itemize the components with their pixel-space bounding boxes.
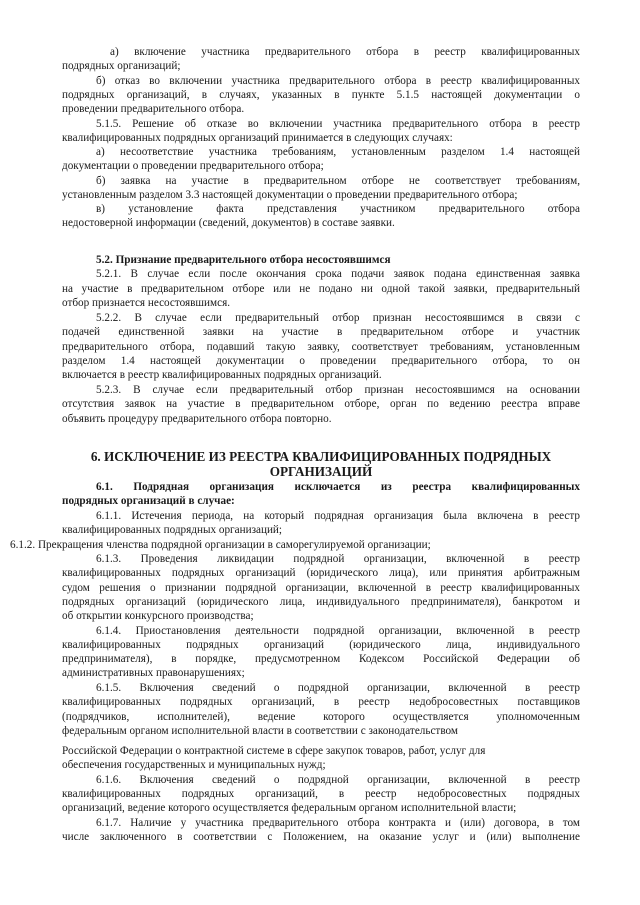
text-line: 6.1.4. Приостановления деятельности подрядной организации, включенной в реестр (96, 625, 580, 637)
text-line: федеральным органом исполнительной власти в соответствии с законодательством (62, 725, 458, 737)
text-line: 5.2.3. В случае если предварительный отбор признан несостоявшимся на основании (96, 384, 580, 396)
text-line: 6.1.5. Включения сведений о подрядной организации, включенной в реестр (96, 682, 580, 694)
text-line: проведении предварительного отбора. (62, 103, 245, 115)
text-line: предпринимателя), в порядке, предусмотренном Кодексом Российской Федерации об (62, 653, 580, 665)
text-line: отбор признается несостоявшимся. (62, 297, 231, 309)
text-line: разделом 1.4 настоящей документации о проведении предварительного отбора, то он (62, 355, 580, 367)
text-line: Российской Федерации о контрактной системе в сфере закупок товаров, работ, услуг для (62, 745, 486, 757)
text-line: подачей единственной заявки на участие в предварительном отборе и участник (62, 326, 580, 338)
section-heading-6: 6. ИСКЛЮЧЕНИЕ ИЗ РЕЕСТРА КВАЛИФИЦИРОВАННЫХ ПОДРЯДНЫХ (90, 449, 552, 464)
text-line: подрядных организаций; (62, 60, 181, 72)
text-line: установленным разделом 3.3 настоящей документации о проведении предварительного отбора; (62, 189, 518, 201)
text-line: числе заключенного в соответствии с Положением, на оказание услуг и (или) выполнение (62, 831, 580, 843)
text-line: административных правонарушениях; (62, 667, 245, 679)
section-intro: 6.1. Подрядная организация исключается из реестра квалифицированных (96, 481, 580, 493)
text-line: 6.1.7. Наличие у участника предварительного отбора контракта и (или) договора, в том (96, 817, 580, 829)
text-line: 6.1.3. Проведения ликвидации подрядной организации, включенной в реестр (96, 553, 580, 565)
text-line: недостоверной информации (сведений, документов) в составе заявки. (62, 217, 395, 229)
text-line: 6.1.2. Прекращения членства подрядной организации в саморегулируемой организации; (10, 539, 431, 551)
section-heading-6-line2: ОРГАНИЗАЦИЙ (269, 464, 373, 479)
text-line: б) заявка на участие в предварительном отборе не соответствует требованиям, (96, 175, 580, 187)
text-line: квалифицированных подрядных организаций, в реестр недобросовестных поставщиков (62, 696, 580, 708)
text-line: в) установление факта представления участником предварительного отбора (96, 203, 580, 215)
text-line: б) отказ во включении участника предварительного отбора в реестр квалифицированных (96, 75, 580, 87)
section-intro: подрядных организаций в случае: (62, 495, 235, 507)
text-line: объявить процедуру предварительного отбора повторно. (62, 413, 332, 425)
text-line: подрядных организаций (юридического лица, индивидуального предпринимателя), банкротом и (62, 596, 580, 608)
text-line: документации о проведении предварительного отбора; (62, 160, 324, 172)
text-line: квалифицированных подрядных организаций, в реестр недобросовестных подрядных (62, 788, 580, 800)
text-line: а) включение участника предварительного отбора в реестр квалифицированных (110, 46, 580, 58)
text-line: отсутствия заявок на участие в предварительном отборе, орган по ведению реестра вправе (62, 398, 580, 410)
text-line: на участие в предварительном отборе или не подано ни одной такой заявки, предварительный (62, 283, 580, 295)
text-line: включается в реестр квалифицированных подрядных организаций. (62, 369, 382, 381)
text-line: квалифицированных подрядных организаций (юридического лица), или принятия арбитражным (62, 567, 580, 579)
section-heading-5-2: 5.2. Признание предварительного отбора несостоявшимся (96, 254, 391, 266)
text-line: а) несоответствие участника требованиям, установленным разделом 1.4 настоящей (96, 146, 580, 158)
text-line: (подрядчиков, исполнителей), ведение которого осуществляется уполномоченным (62, 711, 580, 723)
text-line: судом решения о признании подрядной организации, включенной в реестр квалифицированных (62, 582, 580, 594)
text-line: организаций, ведение которого осуществляется федеральным органом исполнительной власти; (62, 802, 517, 814)
text-line: квалифицированных подрядных организаций; (62, 524, 283, 536)
text-line: 5.2.2. В случае если предварительный отбор признан несостоявшимся в связи с (96, 312, 580, 324)
text-line: подрядных организаций, в случаях, указанных в пункте 5.1.5 настоящей документации о (62, 89, 580, 101)
text-line: об открытии конкурсного производства; (62, 610, 254, 622)
text-line: 5.1.5. Решение об отказе во включении участника предварительного отбора в реестр (96, 118, 580, 130)
text-line: 6.1.1. Истечения периода, на который подрядная организация была включена в реестр (96, 510, 580, 522)
text-line: 6.1.6. Включения сведений о подрядной организации, включенной в реестр (96, 774, 580, 786)
text-line: квалифицированных подрядных организаций (юридического лица, индивидуального (62, 639, 580, 651)
text-line: предварительного отбора, подавший такую заявку, соответствует требованиям, установленным (62, 341, 580, 353)
text-line: квалифицированных подрядных организаций принимается в следующих случаях: (62, 132, 453, 144)
text-line: обеспечения государственных и муниципальных нужд; (62, 759, 326, 771)
text-line: 5.2.1. В случае если после окончания срока подачи заявок подана единственная заявка (96, 268, 580, 280)
